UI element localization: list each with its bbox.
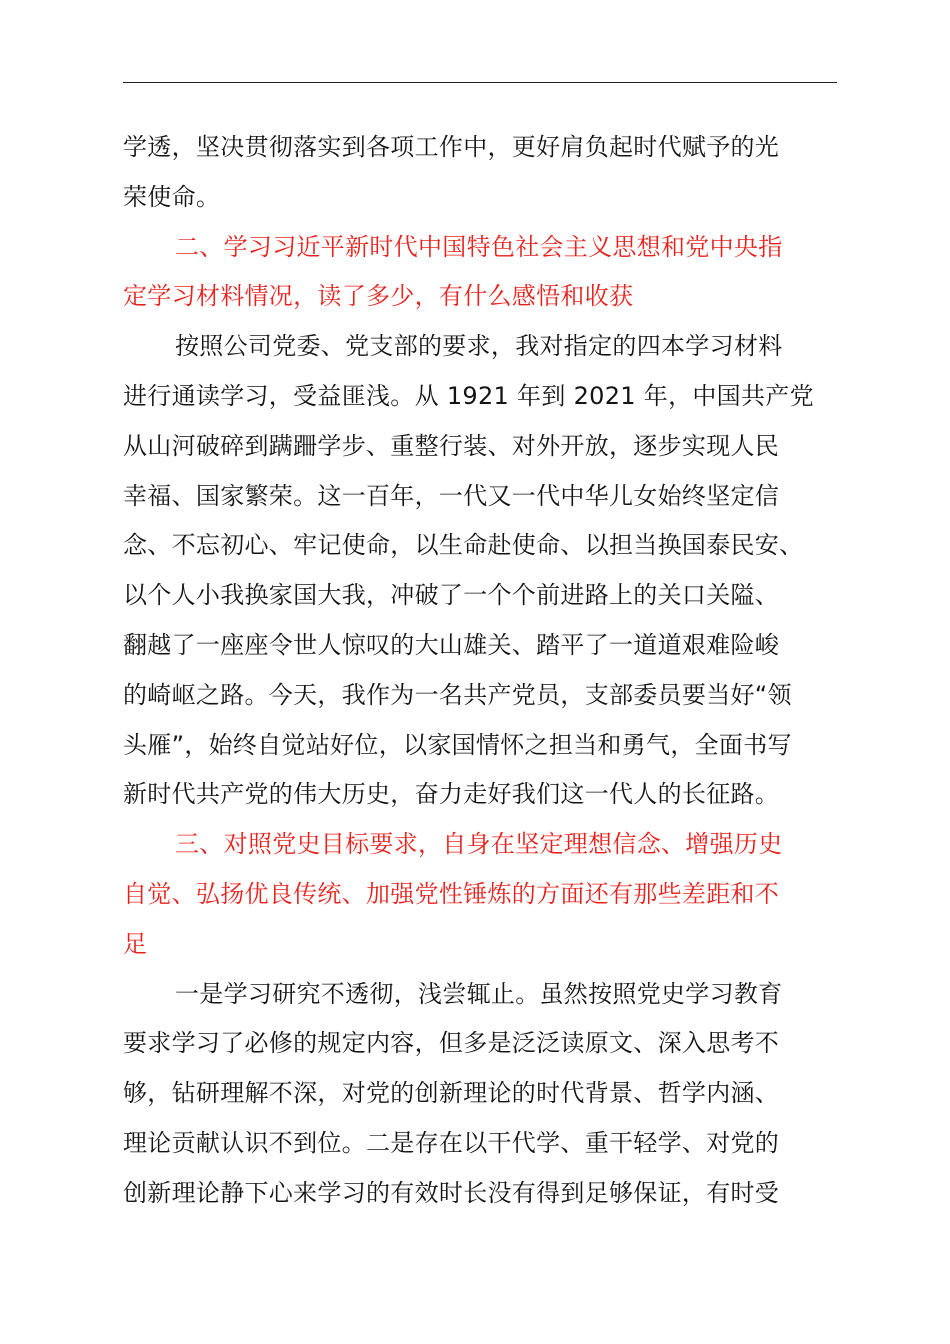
heading-line: 自觉、弘扬优良传统、加强党性锤炼的方面还有那些差距和不 xyxy=(123,879,780,908)
text-line: 头雁”，始终自觉站好位，以家国情怀之担当和勇气，全面书写 xyxy=(123,730,792,759)
text-line: 进行通读学习，受益匪浅。从 1921 年到 2021 年，中国共产党 xyxy=(123,381,814,410)
text-line: 够，钻研理解不深，对党的创新理论的时代背景、哲学内涵、 xyxy=(123,1079,780,1108)
heading-line: 二、学习习近平新时代中国特色社会主义思想和党中央指 xyxy=(175,232,783,261)
document-body xyxy=(123,123,837,1219)
text-line: 理论贡献认识不到位。二是存在以干代学、重干轻学、对党的 xyxy=(123,1128,780,1157)
section-heading-2 xyxy=(123,223,837,323)
text-line: 翻越了一座座令世人惊叹的大山雄关、踏平了一道道艰难险峻 xyxy=(123,630,780,659)
section-heading-3 xyxy=(123,820,837,969)
text-line: 一是学习研究不透彻，浅尝辄止。虽然按照党史学习教育 xyxy=(175,979,783,1008)
text-line: 幸福、国家繁荣。这一百年，一代又一代中华儿女始终坚定信 xyxy=(123,481,780,510)
heading-line: 定学习材料情况，读了多少，有什么感悟和收获 xyxy=(123,282,634,311)
paragraph-reading-summary xyxy=(123,322,837,820)
text-line: 要求学习了必修的规定内容，但多是泛泛读原文、深入思考不 xyxy=(123,1029,780,1058)
paragraph-shortcomings xyxy=(123,970,837,1219)
text-line: 的崎岖之路。今天，我作为一名共产党员，支部委员要当好“领 xyxy=(123,680,792,709)
text-line: 念、不忘初心、牢记使命，以生命赴使命、以担当换国泰民安、 xyxy=(123,531,804,560)
text-line: 新时代共产党的伟大历史，奋力走好我们这一代人的长征路。 xyxy=(123,780,780,809)
paragraph-continuation xyxy=(123,123,837,223)
heading-line: 足 xyxy=(123,929,148,958)
text-line: 创新理论静下心来学习的有效时长没有得到足够保证，有时受 xyxy=(123,1178,780,1207)
header-rule xyxy=(123,82,837,83)
text-line: 荣使命。 xyxy=(123,182,221,211)
text-line: 从山河破碎到蹒跚学步、重整行装、对外开放，逐步实现人民 xyxy=(123,431,780,460)
text-line: 以个人小我换家国大我，冲破了一个个前进路上的关口关隘、 xyxy=(123,581,780,610)
text-line: 按照公司党委、党支部的要求，我对指定的四本学习材料 xyxy=(175,332,783,361)
text-line: 学透，坚决贯彻落实到各项工作中，更好肩负起时代赋予的光 xyxy=(123,133,780,161)
heading-line: 三、对照党史目标要求，自身在坚定理想信念、增强历史 xyxy=(175,830,783,859)
